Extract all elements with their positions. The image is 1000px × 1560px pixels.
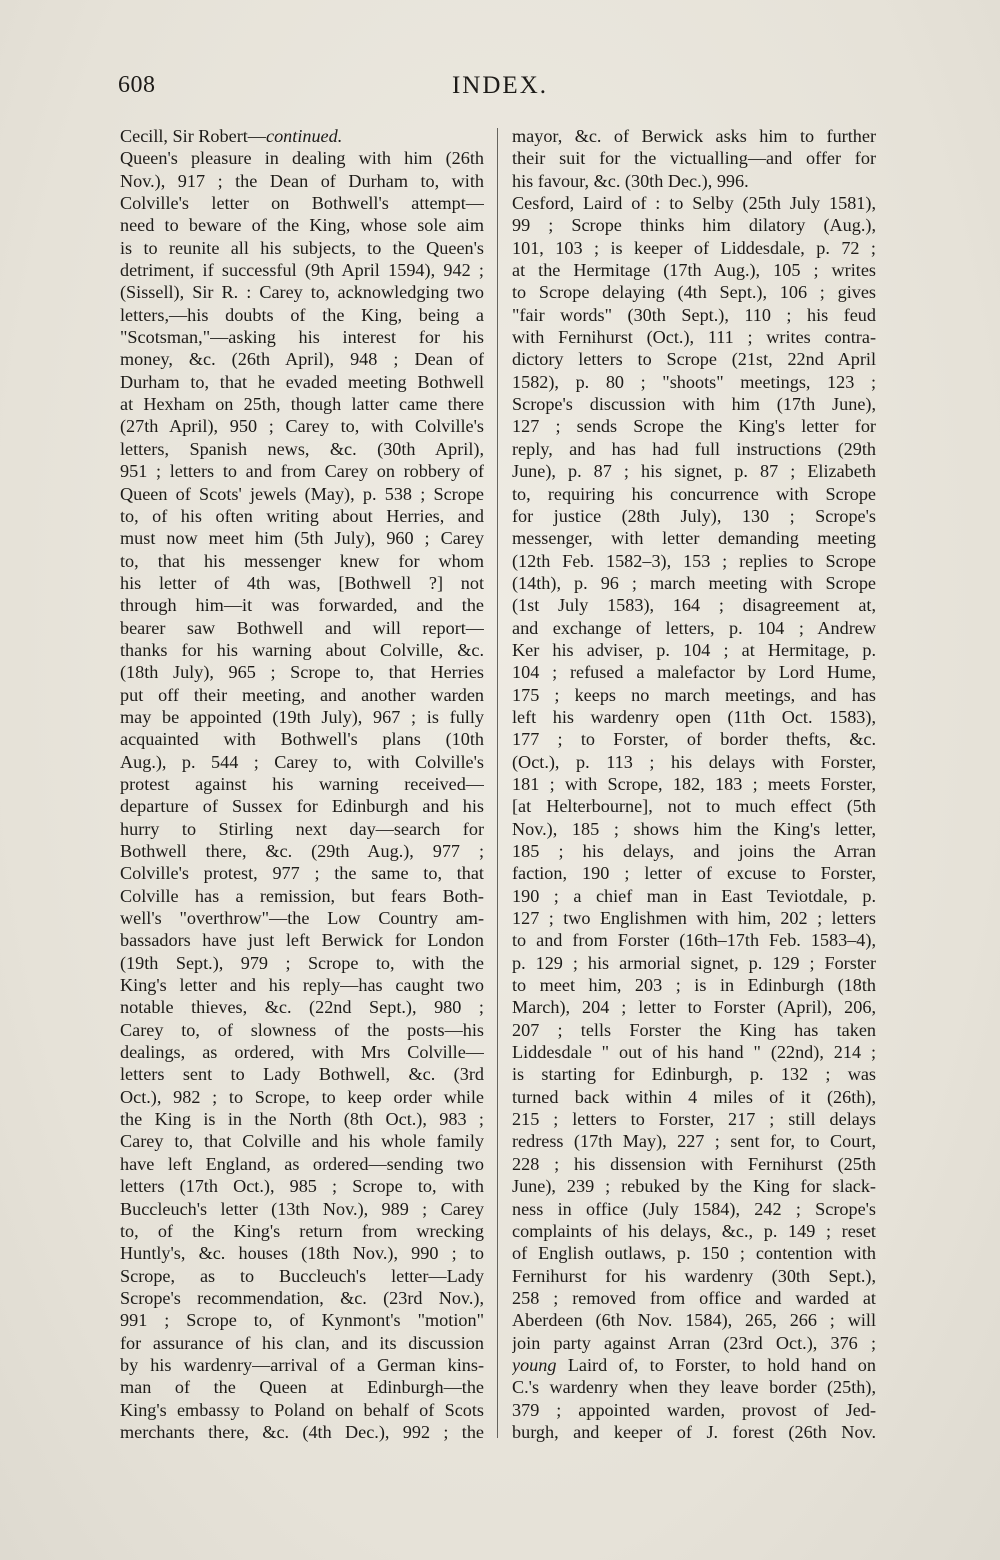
index-line: Huntly's, &c. houses (18th Nov.), 990 ; to [120, 1243, 484, 1264]
heading-continued: continued. [266, 126, 343, 146]
young-rest: Laird of, to Forster, to hold hand on [556, 1354, 876, 1375]
index-line: man of the Queen at Edinburgh—the [120, 1377, 484, 1398]
index-line: 215 ; letters to Forster, 217 ; still delays [512, 1109, 876, 1130]
index-line: 181 ; with Scrope, 182, 183 ; meets Forster, [512, 773, 876, 794]
index-line: 127 ; two Englishmen with him, 202 ; letters [512, 908, 876, 929]
index-line: Durham to, that he evaded meeting Bothwell [120, 371, 484, 392]
index-line: bearer saw Bothwell and will report— [120, 617, 484, 638]
index-line: Scrope's recommendation, &c. (23rd Nov.), [120, 1287, 484, 1308]
index-line: Queen of Scots' jewels (May), p. 538 ; Scrope [120, 483, 484, 504]
index-line: is starting for Edinburgh, p. 132 ; was [512, 1064, 876, 1085]
index-line: redress (17th May), 227 ; sent for, to Court, [512, 1131, 876, 1152]
index-line: by his wardenry—arrival of a German kins- [120, 1354, 484, 1375]
index-line: mayor, &c. of Berwick asks him to further [512, 126, 876, 146]
index-line: for justice (28th July), 130 ; Scrope's [512, 505, 876, 526]
index-line: 177 ; to Forster, of border thefts, &c. [512, 729, 876, 750]
index-line: 101, 103 ; is keeper of Liddesdale, p. 72 ; [512, 237, 876, 258]
index-line: King's letter and his reply—has caught two [120, 975, 484, 996]
entry-heading-cecill [120, 125, 484, 147]
left-column [120, 125, 484, 1443]
index-line: put off their meeting, and another warden [120, 684, 484, 705]
index-line: June), 239 ; rebuked by the King for slack- [512, 1176, 876, 1197]
index-line: (19th Sept.), 979 ; Scrope to, with the [120, 952, 484, 973]
index-line: ness in office (July 1584), 242 ; Scrope's [512, 1198, 876, 1219]
index-line: Fernihurst for his wardenry (30th Sept.), [512, 1265, 876, 1286]
index-line: Nov.), 917 ; the Dean of Durham to, with [120, 170, 484, 191]
index-line: Carey to, that Colville and his whole family [120, 1131, 484, 1152]
index-line: through him—it was forwarded, and the [120, 595, 484, 616]
index-line: need to beware of the King, whose sole aim [120, 215, 484, 236]
index-line: well's "overthrow"—the Low Country am- [120, 908, 484, 929]
index-line: thanks for his warning about Colville, &c. [120, 639, 484, 660]
index-line: to meet him, 203 ; is in Edinburgh (18th [512, 975, 876, 996]
young-italic: young [512, 1354, 557, 1375]
index-line: 1582), p. 80 ; "shoots" meetings, 123 ; [512, 371, 876, 392]
index-line: of English outlaws, p. 150 ; contention with [512, 1243, 876, 1264]
index-line: merchants there, &c. (4th Dec.), 992 ; the [120, 1421, 484, 1442]
index-line: departure of Sussex for Edinburgh and his [120, 796, 484, 817]
index-line: Colville has a remission, but fears Both- [120, 885, 484, 906]
index-line: at Hexham on 25th, though latter came there [120, 394, 484, 415]
index-line: (Sissell), Sir R. : Carey to, acknowledging two [120, 282, 484, 303]
index-line: 190 ; a chief man in East Teviotdale, p. [512, 885, 876, 906]
index-line: to, of his often writing about Herries, and [120, 505, 484, 526]
index-line: to Scrope delaying (4th Sept.), 106 ; gives [512, 282, 876, 303]
index-line: to, requiring his concurrence with Scrope [512, 483, 876, 504]
index-line: 99 ; Scrope thinks him dilatory (Aug.), [512, 215, 876, 236]
index-line: hurry to Stirling next day—search for [120, 818, 484, 839]
right-column [512, 125, 876, 1443]
index-line: with Fernihurst (Oct.), 111 ; writes contra- [512, 327, 876, 348]
index-line: 379 ; appointed warden, provost of Jed- [512, 1399, 876, 1420]
index-line: [at Helterbourne], not to much effect (5th [512, 796, 876, 817]
index-line: to, of the King's return from wrecking [120, 1220, 484, 1241]
index-line: King's embassy to Poland on behalf of Scots [120, 1399, 484, 1420]
index-line: (12th Feb. 1582–3), 153 ; replies to Scrope [512, 550, 876, 571]
index-line: 258 ; removed from office and warded at [512, 1287, 876, 1308]
index-line: "Scotsman,"—asking his interest for his [120, 327, 484, 348]
index-line: to, that his messenger knew for whom [120, 550, 484, 571]
index-line: 207 ; tells Forster the King has taken [512, 1019, 876, 1040]
index-line: Nov.), 185 ; shows him the King's letter, [512, 818, 876, 839]
column-divider [497, 128, 498, 1438]
index-line: messenger, with letter demanding meeting [512, 528, 876, 549]
index-line: at the Hermitage (17th Aug.), 105 ; writes [512, 260, 876, 281]
index-line: have left England, as ordered—sending two [120, 1153, 484, 1174]
index-line: 991 ; Scrope to, of Kynmont's "motion" [120, 1310, 484, 1331]
index-line: Aberdeen (6th Nov. 1584), 265, 266 ; will [512, 1310, 876, 1331]
index-line: March), 204 ; letter to Forster (April), 206, [512, 997, 876, 1018]
index-line: (Oct.), p. 113 ; his delays with Forster, [512, 751, 876, 772]
index-line: p. 129 ; his armorial signet, p. 129 ; Forster [512, 952, 876, 973]
index-line: letters, Spanish news, &c. (30th April), [120, 438, 484, 459]
index-line: Colville's letter on Bothwell's attempt— [120, 193, 484, 214]
index-line: faction, 190 ; letter of excuse to Forster, [512, 863, 876, 884]
index-line: 185 ; his delays, and joins the Arran [512, 841, 876, 861]
index-line: may be appointed (19th July), 967 ; is fully [120, 706, 484, 727]
index-line: money, &c. (26th April), 948 ; Dean of [120, 349, 484, 370]
page-number: 608 [118, 72, 156, 98]
index-line: June), p. 87 ; his signet, p. 87 ; Elizabeth [512, 461, 876, 482]
index-line: protest against his warning received— [120, 773, 484, 794]
index-line: their suit for the victualling—and offer for [512, 148, 876, 169]
index-line: must now meet him (5th July), 960 ; Carey [120, 528, 484, 549]
index-line: acquainted with Bothwell's plans (10th [120, 729, 484, 750]
index-line: turned back within 4 miles of it (26th), [512, 1086, 876, 1107]
index-line-young-laird [512, 1354, 876, 1376]
index-line: (18th July), 965 ; Scrope to, that Herries [120, 662, 484, 683]
index-line: (14th), p. 96 ; march meeting with Scrope [512, 572, 876, 593]
index-line: left his wardenry open (11th Oct. 1583), [512, 706, 876, 727]
index-line: to and from Forster (16th–17th Feb. 1583–4), [512, 930, 876, 951]
heading-name: Cecill, Sir Robert— [120, 126, 266, 146]
index-line: for assurance of his clan, and its discussion [120, 1332, 484, 1353]
index-line: 104 ; refused a malefactor by Lord Hume, [512, 662, 876, 683]
index-line: bassadors have just left Berwick for London [120, 930, 484, 951]
index-line: burgh, and keeper of J. forest (26th Nov. [512, 1421, 876, 1442]
index-line: join party against Arran (23rd Oct.), 376 ; [512, 1332, 876, 1353]
running-head: INDEX. [451, 72, 548, 99]
index-line: Oct.), 982 ; to Scrope, to keep order while [120, 1086, 484, 1107]
index-line: 951 ; letters to and from Carey on robbery of [120, 461, 484, 482]
index-line: his favour, &c. (30th Dec.), 996. [512, 170, 749, 191]
index-line: 127 ; sends Scrope the King's letter for [512, 416, 876, 437]
index-line: (27th April), 950 ; Carey to, with Colville's [120, 416, 484, 437]
index-line: Buccleuch's letter (13th Nov.), 989 ; Carey [120, 1198, 484, 1219]
index-line: and exchange of letters, p. 104 ; Andrew [512, 617, 876, 638]
index-line: Liddesdale " out of his hand " (22nd), 214 ; [512, 1042, 876, 1063]
index-line: letters (17th Oct.), 985 ; Scrope to, with [120, 1176, 484, 1197]
index-line: Scrope, as to Buccleuch's letter—Lady [120, 1265, 484, 1286]
index-line: Queen's pleasure in dealing with him (26th [120, 148, 484, 169]
index-line: detriment, if successful (9th April 1594), 942 ; [120, 260, 484, 281]
index-line: Carey to, of slowness of the posts—his [120, 1019, 484, 1040]
index-line: notable thieves, &c. (22nd Sept.), 980 ; [120, 997, 484, 1018]
index-line: 228 ; his dissension with Fernihurst (25th [512, 1153, 876, 1174]
index-line: Bothwell there, &c. (29th Aug.), 977 ; [120, 841, 484, 861]
index-line: Aug.), p. 544 ; Carey to, with Colville's [120, 751, 484, 772]
index-line: letters sent to Lady Bothwell, &c. (3rd [120, 1064, 484, 1085]
index-line: C.'s wardenry when they leave border (25th), [512, 1377, 876, 1398]
index-line: Colville's protest, 977 ; the same to, that [120, 863, 484, 884]
index-line: complaints of his delays, &c., p. 149 ; reset [512, 1220, 876, 1241]
index-line: letters,—his doubts of the King, being a [120, 304, 484, 325]
index-line: his letter of 4th was, [Bothwell ?] not [120, 572, 484, 593]
entry-heading-cesford: Cesford, Laird of : to Selby (25th July 1581), [512, 193, 876, 214]
index-line: the King is in the North (8th Oct.), 983 ; [120, 1109, 484, 1130]
index-line: dealings, as ordered, with Mrs Colville— [120, 1042, 484, 1063]
index-line: "fair words" (30th Sept.), 110 ; his feud [512, 304, 876, 325]
index-line: Ker his adviser, p. 104 ; at Hermitage, p. [512, 639, 876, 660]
index-line: Scrope's discussion with him (17th June), [512, 394, 876, 415]
index-line: 175 ; keeps no march meetings, and has [512, 684, 876, 705]
index-line: reply, and has had full instructions (29th [512, 438, 876, 459]
index-line: is to reunite all his subjects, to the Queen's [120, 237, 484, 258]
index-line: dictory letters to Scrope (21st, 22nd April [512, 349, 876, 370]
index-line: (1st July 1583), 164 ; disagreement at, [512, 595, 876, 616]
